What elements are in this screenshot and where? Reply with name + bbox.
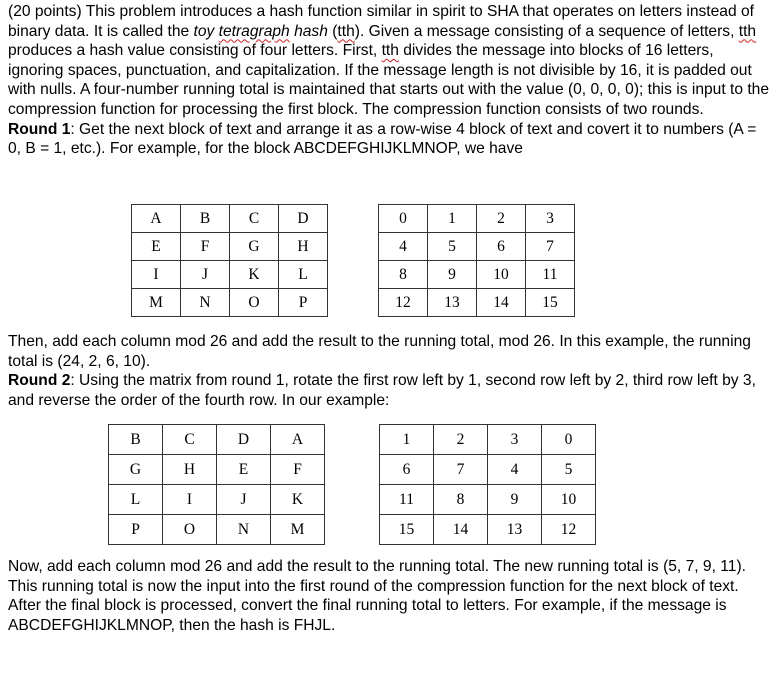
table-row — [379, 289, 575, 317]
table-cell: F — [271, 455, 325, 485]
table-cell: E — [132, 233, 181, 261]
table-cell: D — [217, 425, 271, 455]
table-cell: L — [109, 485, 163, 515]
table-cell: C — [163, 425, 217, 455]
table-row — [132, 205, 328, 233]
table-row — [109, 485, 325, 515]
table-cell: 1 — [428, 205, 477, 233]
table-cell: P — [109, 515, 163, 545]
table-cell: H — [163, 455, 217, 485]
table-cell: D — [279, 205, 328, 233]
table-cell: 0 — [379, 205, 428, 233]
table-row — [379, 233, 575, 261]
table-cell: O — [230, 289, 279, 317]
table-cell: I — [163, 485, 217, 515]
table-cell: E — [217, 455, 271, 485]
table-cell: 3 — [488, 425, 542, 455]
round2-label: Round 2 — [8, 372, 71, 390]
table-cell: 3 — [526, 205, 575, 233]
table-row — [109, 515, 325, 545]
table-cell: M — [132, 289, 181, 317]
intro-text: (20 points) This problem introduces a hash function similar in spirit to SHA that operates on letters instead of binary data. It is called the — [8, 3, 754, 40]
table-cell: K — [271, 485, 325, 515]
table-cell: 0 — [542, 425, 596, 455]
table-cell: 12 — [542, 515, 596, 545]
table-cell: 10 — [477, 261, 526, 289]
table-cell: 14 — [477, 289, 526, 317]
table-row — [132, 289, 328, 317]
table-cell: 7 — [526, 233, 575, 261]
italic-tetragraph: tetragraph — [218, 22, 290, 40]
table-cell: 4 — [488, 455, 542, 485]
round1-label: Round 1 — [8, 120, 71, 138]
table-row — [380, 455, 596, 485]
table-row — [379, 205, 575, 233]
table-cell: 15 — [380, 515, 434, 545]
table-cell: 8 — [379, 261, 428, 289]
table-row — [380, 425, 596, 455]
table-row — [109, 425, 325, 455]
table-cell: 13 — [488, 515, 542, 545]
table-cell: 9 — [428, 261, 477, 289]
table-cell: B — [181, 205, 230, 233]
table-cell: 5 — [542, 455, 596, 485]
tth-abbrev: tth — [381, 42, 399, 60]
table-cell: 4 — [379, 233, 428, 261]
table-cell: 8 — [434, 485, 488, 515]
italic-hash: hash — [289, 22, 328, 40]
intro-paragraph — [8, 2, 773, 159]
table-row — [132, 261, 328, 289]
table-row — [380, 515, 596, 545]
intro-text: produces a hash value consisting of four letters. First, — [8, 42, 382, 60]
table-cell: 6 — [477, 233, 526, 261]
table-cell: 2 — [477, 205, 526, 233]
table-cell: 11 — [380, 485, 434, 515]
ending-paragraph — [8, 557, 773, 635]
table-cell: B — [109, 425, 163, 455]
table-cell: C — [230, 205, 279, 233]
table-cell: 5 — [428, 233, 477, 261]
middle-paragraph — [8, 332, 773, 410]
table-cell: G — [230, 233, 279, 261]
table-row — [379, 261, 575, 289]
table-cell: 2 — [434, 425, 488, 455]
table-cell: J — [217, 485, 271, 515]
table-row — [380, 485, 596, 515]
tth-abbrev: tth — [337, 22, 355, 40]
intro-text: ). Given a message consisting of a sequence of letters, — [354, 22, 739, 40]
table-row — [132, 233, 328, 261]
intro-text: divides the message into blocks of 16 letters, ignoring spaces, punctuation, and capitalization. If the message length is not divisible by 16, it is padded out with nulls. A four-number running total is maintained that starts out with the value (0, 0, 0, 0); this is input to the compression function for processing the first block. The compression function consists of two rounds. — [8, 42, 770, 118]
table-cell: 10 — [542, 485, 596, 515]
table-cell: 15 — [526, 289, 575, 317]
table-cell: 6 — [380, 455, 434, 485]
table-cell: 7 — [434, 455, 488, 485]
round1-number-table — [378, 204, 575, 317]
table-cell: 1 — [380, 425, 434, 455]
table-cell: G — [109, 455, 163, 485]
round2-letter-table — [108, 424, 325, 545]
round2-text: : Using the matrix from round 1, rotate the first row left by 1, second row left by 2, third row left by 3, and reverse the order of the fourth row. In our example: — [8, 372, 756, 409]
table-row — [109, 455, 325, 485]
table-cell: O — [163, 515, 217, 545]
table-cell: 9 — [488, 485, 542, 515]
italic-toy: toy — [193, 22, 219, 40]
table-cell: K — [230, 261, 279, 289]
round1-text: : Get the next block of text and arrange it as a row-wise 4 block of text and covert it to numbers (A = 0, B = 1, etc.). For example, for the block ABCDEFGHIJKLMNOP, we have — [8, 120, 757, 158]
table-cell: 13 — [428, 289, 477, 317]
table-cell: 11 — [526, 261, 575, 289]
table-cell: H — [279, 233, 328, 261]
table-cell: A — [132, 205, 181, 233]
table-cell: M — [271, 515, 325, 545]
table-cell: A — [271, 425, 325, 455]
table-cell: J — [181, 261, 230, 289]
table-cell: N — [217, 515, 271, 545]
intro-text: ( — [327, 22, 338, 40]
table-cell: F — [181, 233, 230, 261]
round2-number-table — [379, 424, 596, 545]
table-cell: N — [181, 289, 230, 317]
table-cell: 14 — [434, 515, 488, 545]
table-cell: I — [132, 261, 181, 289]
table-cell: L — [279, 261, 328, 289]
round1-letter-table — [131, 204, 328, 317]
table-cell: P — [279, 289, 328, 317]
table-cell: 12 — [379, 289, 428, 317]
ending-text: Now, add each column mod 26 and add the result to the running total. The new running total is (5, 7, 9, 11). This running total is now the input into the first round of the compression function for the next block of text. After the final block is processed, convert the final running total to letters. For example, if the message is ABCDEFGHIJKLMNOP, then the hash is FHJL. — [8, 558, 746, 634]
tth-abbrev: tth — [738, 22, 757, 40]
middle-text: Then, add each column mod 26 and add the result to the running total, mod 26. In this example, the running total is (24, 2, 6, 10). — [8, 333, 751, 370]
